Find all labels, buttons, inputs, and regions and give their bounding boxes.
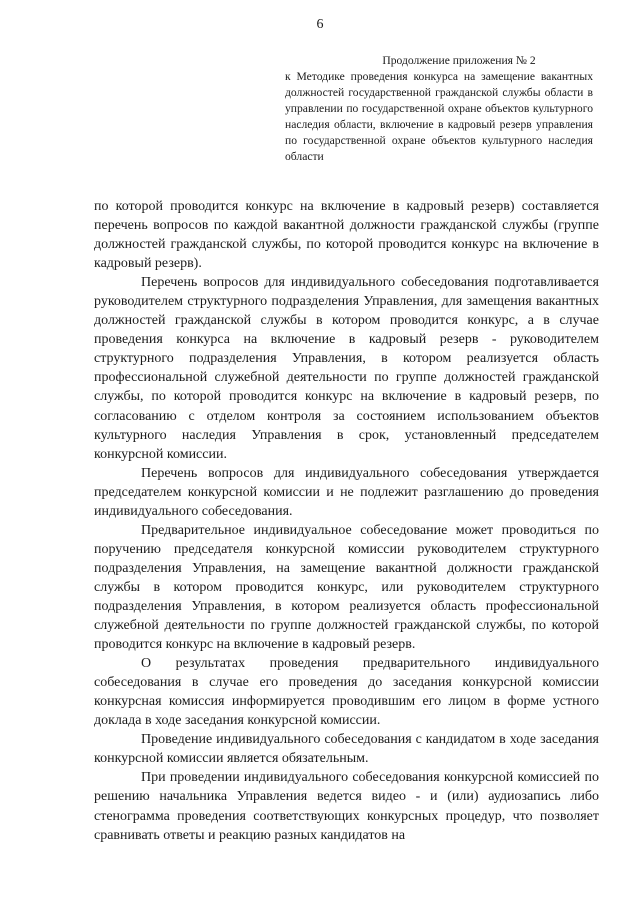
- document-body: [94, 197, 599, 845]
- appendix-title: Продолжение приложения № 2: [382, 54, 536, 67]
- paragraph: Перечень вопросов для индивидуального собеседования подготавливается руководителем структурного подразделения Управления, для замещения вакантных должностей гражданской службы в котором проводится конкурс, а в случае проведения конкурса на включение в кадровый резерв - руководителем структурного подразделения Управления, в котором реализуется область профессиональной служебной деятельности по группе должностей гражданской службы, по которой проводится конкурс на включение в кадровый резерв, по согласованию с отделом контроля за состоянием использованием объектов культурного наследия Управления в срок, установленный председателем конкурсной комиссии.: [94, 275, 599, 462]
- page-number: 6: [316, 17, 324, 32]
- paragraph-continuation: по которой проводится конкурс на включение в кадровый резерв) составляется перечень вопросов по каждой вакантной должности гражданской службы (группе должностей гражданской службы, по которой проводится конкурс на включение в кадровый резерв).: [94, 199, 599, 272]
- paragraph: При проведении индивидуального собеседования конкурсной комиссией по решению начальника Управления ведется видео - и (или) аудиозапись либо стенограмма проведения соответствующих конкурсных процедур, что позволяет сравнивать ответы и реакцию разных кандидатов на: [94, 770, 599, 843]
- paragraph: Предварительное индивидуальное собеседование может проводиться по поручению председателя конкурсной комиссии руководителем структурного подразделения Управления, на замещение вакантной должности гражданской службы в котором проводится конкурс, или руководителем структурного подразделения Управления, в котором реализуется область профессиональной служебной деятельности по группе должностей гражданской службы, по которой проводится конкурс на включение в кадровый резерв.: [94, 522, 599, 653]
- appendix-description: к Методике проведения конкурса на замещение вакантных должностей государственной гражданской службы области в управлении по государственной охране объектов культурного наследия области, включение в кадровый резерв управления по государственной охране объектов культурного наследия области: [285, 70, 593, 163]
- appendix-caption: [285, 53, 593, 165]
- paragraph: О результатах проведения предварительного индивидуального собеседования в случае его проведения до заседания конкурсной комиссии конкурсная комиссия информируется проводившим его лицом в форме устного доклада в ходе заседания конкурсной комиссии.: [94, 656, 599, 729]
- paragraph: Проведение индивидуального собеседования с кандидатом в ходе заседания конкурсной комиссии является обязательным.: [94, 732, 599, 767]
- paragraph: Перечень вопросов для индивидуального собеседования утверждается председателем конкурсной комиссии и не подлежит разглашению до проведения индивидуального собеседования.: [94, 465, 599, 519]
